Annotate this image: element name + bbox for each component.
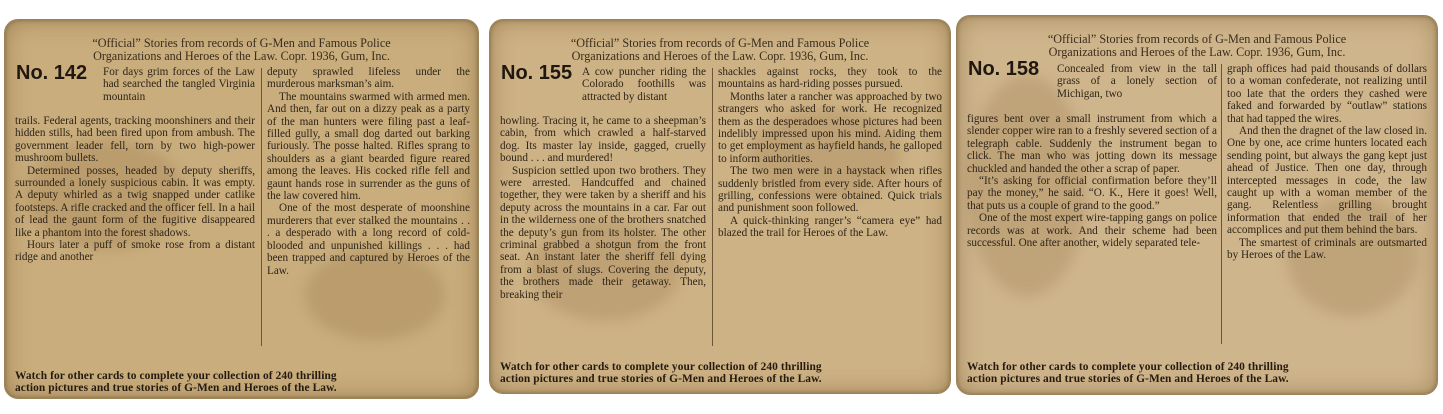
story-column-1-top bbox=[103, 66, 255, 103]
card-footer bbox=[967, 361, 1427, 385]
story-paragraph: For days grim forces of the Law had searched the tangled Virginia mountain bbox=[103, 66, 255, 103]
story-column-1 bbox=[15, 115, 255, 264]
story-paragraph: Months later a rancher was approached by two strangers who asked for work. He recognized them as the desperadoes whose pictures had been indelibly impressed upon his mind. Aiding them to get employment as hayfield hands, he galloped to inform authorities. bbox=[718, 90, 942, 165]
header-line-2: Organizations and Heroes of the Law. Copr. 1936, Gum, Inc. bbox=[93, 49, 390, 63]
story-paragraph: Concealed from view in the tall grass of a lonely section of Michigan, two bbox=[1057, 63, 1217, 100]
card-header bbox=[5, 37, 478, 63]
footer-line-1: Watch for other cards to complete your collection of 240 thrilling bbox=[15, 370, 337, 382]
header-line-1: “Official” Stories from records of G-Men and Famous Police bbox=[1047, 32, 1347, 46]
header-line-2: Organizations and Heroes of the Law. Copr. 1936, Gum, Inc. bbox=[571, 49, 869, 63]
story-paragraph: “It’s asking for official confirmation before they’ll pay the money,” he said. “O. K., Here it goes! Well, that puts us a couple of grand to the good.” bbox=[967, 175, 1217, 212]
column-divider bbox=[1221, 64, 1222, 344]
footer-line-2: action pictures and true stories of G-Men and Heroes of the Law. bbox=[15, 382, 337, 395]
story-paragraph: trails. Federal agents, tracking moonshiners and their hidden stills, had been fired upon from ambush. The government leader fell, torn by two high-power mushroom bullets. bbox=[15, 115, 255, 165]
story-paragraph: Suspicion settled upon two brothers. They were arrested. Handcuffed and chained together, they were taken by a sheriff and his deputy across the mountains in a car. Far out in the wilderness one of the brothers snatched the deputy’s gun from its holster. The other criminal grabbed a shotgun from the front seat. An instant later the sheriff fell dying from a blast of slugs. Covering the deputy, the brothers made their getaway. Then, breaking their bbox=[500, 164, 706, 301]
footer-line-2: action pictures and true stories of G-Men and Heroes of the Law. bbox=[967, 373, 1289, 386]
story-paragraph: howling. Tracing it, he came to a sheepman’s cabin, from which crawled a half-starved dog. Its master lay inside, gagged, cruelly bound . . . and murdered! bbox=[500, 115, 706, 165]
header-line-2: Organizations and Heroes of the Law. Copr. 1936, Gum, Inc. bbox=[1048, 45, 1346, 59]
footer-line-1: Watch for other cards to complete your collection of 240 thrilling bbox=[967, 361, 1289, 373]
story-paragraph: deputy sprawled lifeless under the murderous marksman’s aim. bbox=[267, 66, 470, 91]
story-paragraph: shackles against rocks, they took to the mountains as hard-riding posses pursued. bbox=[718, 66, 942, 91]
column-divider bbox=[261, 68, 262, 346]
card-header bbox=[490, 37, 950, 63]
story-paragraph: graph offices had paid thousands of dollars to a woman confederate, not realizing until too late that the orders they cashed were faked and forwarded by “outlaw” stations that had tapped the wires. bbox=[1227, 63, 1427, 125]
story-paragraph: The mountains swarmed with armed men. And then, far out on a dizzy peak as a party of the man hunters were filing past a leaf-filled gully, a small dog darted out barking furiously. The posse halted. Rifles sprang to shoulders as a giant bearded figure reared among the leaves. His cocked rifle fell and gaunt hands rose in surrender as the guns of the law covered him. bbox=[267, 90, 470, 203]
story-column-1 bbox=[500, 115, 706, 301]
story-card-142 bbox=[4, 19, 479, 399]
story-column-1-top bbox=[1057, 63, 1217, 100]
card-number: No. 142 bbox=[16, 62, 88, 84]
story-card-155 bbox=[489, 19, 951, 394]
story-paragraph: A quick-thinking ranger’s “camera eye” had blazed the trail for Heroes of the Law. bbox=[718, 214, 942, 240]
story-column-2 bbox=[1227, 63, 1427, 262]
story-paragraph: Determined posses, headed by deputy sheriffs, surrounded a lonely suspicious cabin. It was empty. A deputy whirled as a twig snapped under catlike footsteps. A rifle cracked and the officer fell. In a hail of lead the gaunt form of the fugitive disappeared like a phantom into the forest shadows. bbox=[15, 164, 255, 239]
footer-line-2: action pictures and true stories of G-Men and Heroes of the Law. bbox=[500, 373, 822, 386]
story-paragraph: One of the most desperate of moonshine murderers that ever stalked the mountains . . . a desperado with a long record of cold-blooded and unpunished killings . . . had been trapped and captured by Heroes of the Law. bbox=[267, 202, 470, 277]
card-footer bbox=[500, 361, 940, 385]
header-line-1: “Official” Stories from records of G-Men and Famous Police bbox=[570, 36, 870, 50]
card-header bbox=[957, 33, 1437, 59]
story-paragraph: Hours later a puff of smoke rose from a distant ridge and another bbox=[15, 239, 255, 264]
story-column-2 bbox=[718, 66, 942, 240]
story-paragraph: The two men were in a haystack when rifles suddenly bristled from every side. After hours of grilling, confessions were obtained. Quick trials and punishment soon followed. bbox=[718, 165, 942, 215]
story-paragraph: A cow puncher riding the Colorado foothills was attracted by distant bbox=[582, 66, 706, 103]
story-paragraph: And then the dragnet of the law closed in. One by one, ace crime hunters located each sending point, but always the gang kept just ahead of Justice. Then one day, through intercepted messages in code, the law caught up with a woman member of the gang. Relentless grilling brought information that ended the trail of her accomplices and put them behind the bars. bbox=[1227, 125, 1427, 237]
story-column-1 bbox=[967, 113, 1217, 249]
card-footer bbox=[15, 370, 468, 394]
story-card-158 bbox=[956, 15, 1438, 395]
column-divider bbox=[712, 68, 713, 346]
footer-line-1: Watch for other cards to complete your collection of 240 thrilling bbox=[500, 361, 822, 373]
story-paragraph: The smartest of criminals are outsmarted by Heroes of the Law. bbox=[1227, 236, 1427, 262]
story-column-2 bbox=[267, 66, 470, 277]
card-number: No. 158 bbox=[968, 58, 1040, 80]
header-line-1: “Official” Stories from records of G-Men and Famous Police bbox=[92, 36, 391, 50]
story-paragraph: One of the most expert wire-tapping gangs on police records was at work. And their scheme had been successful. One after another, widely separated tele- bbox=[967, 212, 1217, 250]
card-number: No. 155 bbox=[501, 62, 573, 84]
story-column-1-top bbox=[582, 66, 706, 103]
story-paragraph: figures bent over a small instrument from which a slender copper wire ran to a freshly severed section of a telegraph cable. Suddenly the instrument began to click. The man who was jotting down its message chuckled and handed the other a scrap of paper. bbox=[967, 113, 1217, 175]
